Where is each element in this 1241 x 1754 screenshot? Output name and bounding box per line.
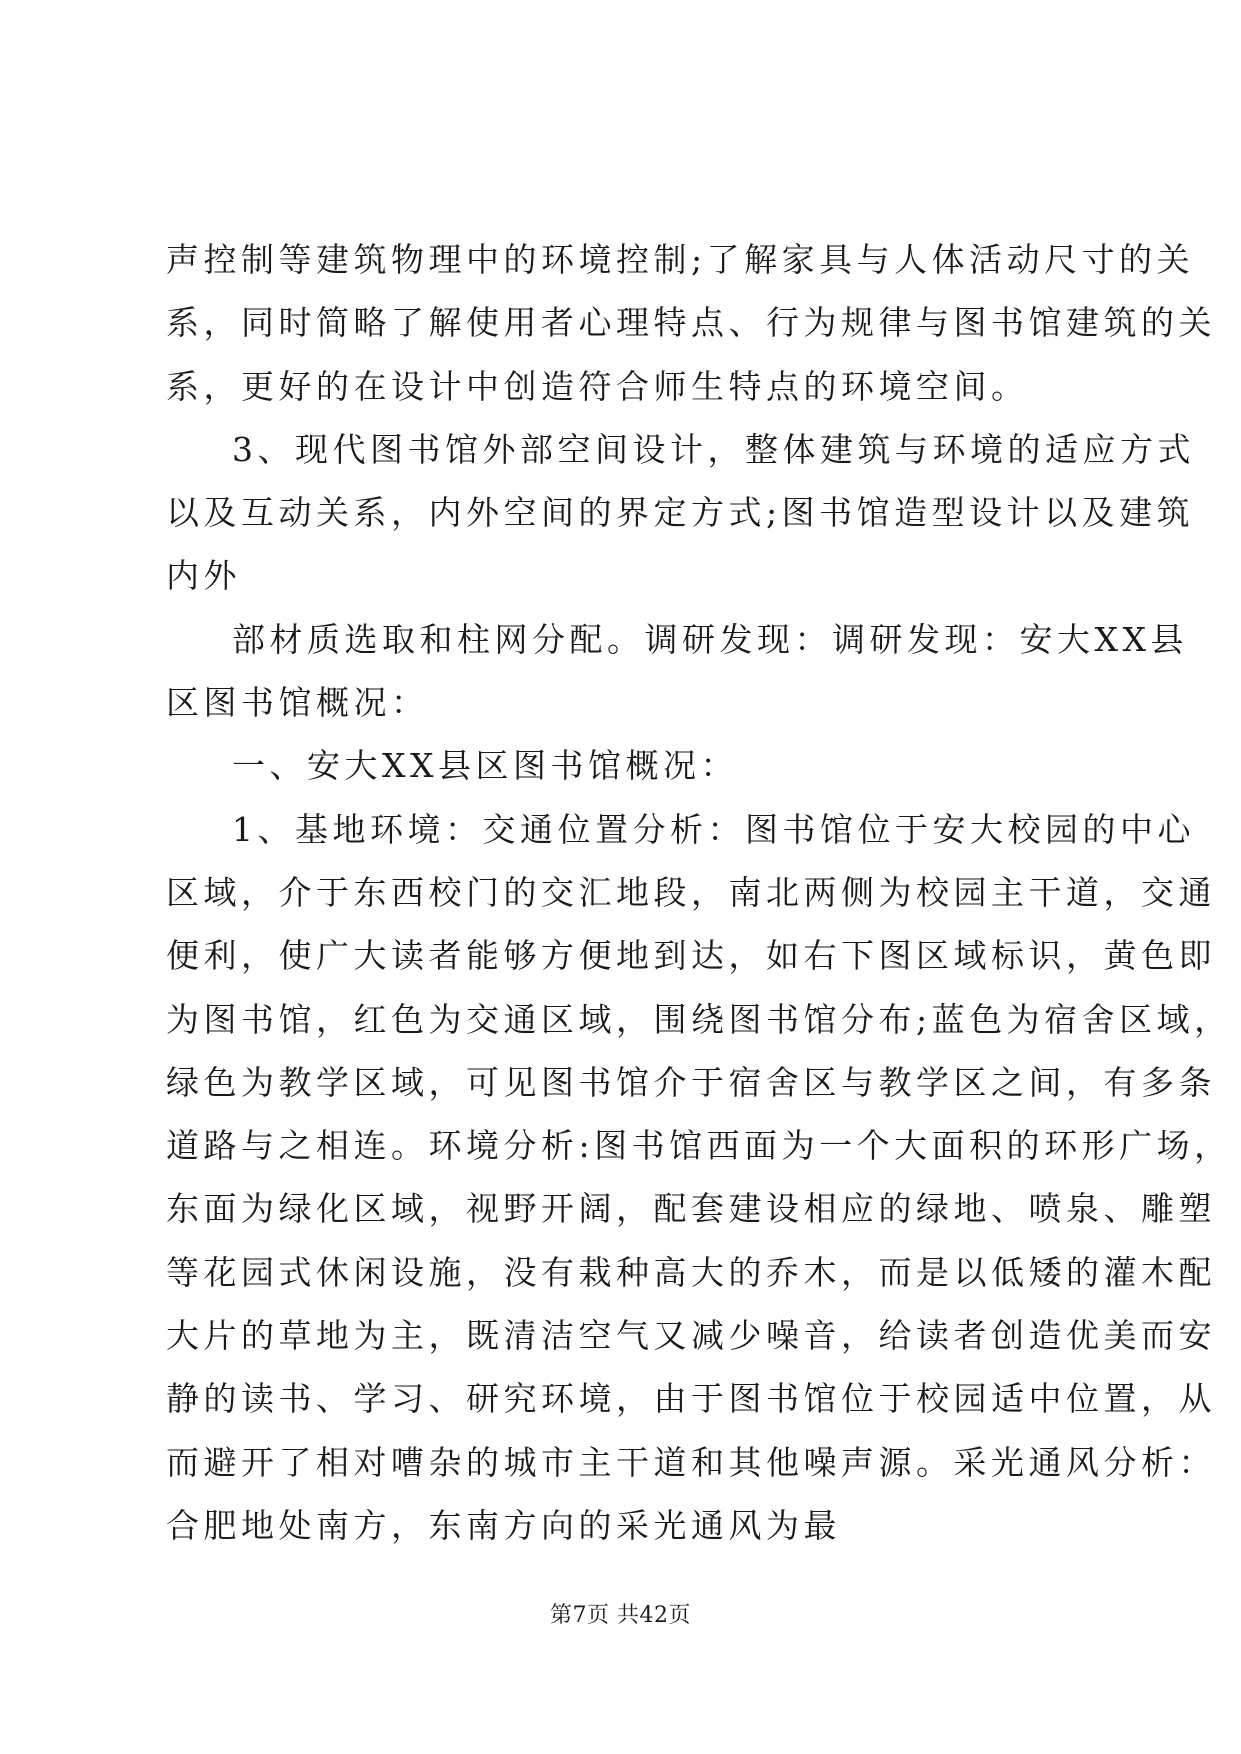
text-line: 区图书馆概况： (166, 683, 429, 723)
text-line: 1、基地环境：交通位置分析：图书馆位于安大校园的中心 (232, 809, 1195, 849)
text-line: 道路与之相连。环境分析:图书馆西面为一个大面积的环形广场， (166, 1126, 1232, 1166)
text-line: 绿色为教学区域，可见图书馆介于宿舍区与教学区之间，有多条 (166, 1062, 1216, 1102)
text-line: 3、现代图书馆外部空间设计，整体建筑与环境的适应方式 (232, 429, 1195, 469)
text-line: 内外 (166, 556, 241, 596)
text-line: 大片的草地为主，既清洁空气又减少噪音，给读者创造优美而安 (166, 1316, 1216, 1356)
text-line: 静的读书、学习、研究环境，由于图书馆位于校园适中位置，从 (166, 1379, 1216, 1419)
text-line: 区域，介于东西校门的交汇地段，南北两侧为校园主干道，交通 (166, 872, 1216, 912)
text-line: 声控制等建筑物理中的环境控制;了解家具与人体活动尺寸的关 (166, 240, 1195, 279)
text-line: 以及互动关系，内外空间的界定方式;图书馆造型设计以及建筑 (166, 493, 1195, 533)
text-line: 系，更好的在设计中创造符合师生特点的环境空间。 (166, 366, 1029, 406)
text-line: 合肥地处南方，东南方向的采光通风为最 (166, 1505, 841, 1545)
text-line: 东面为绿化区域，视野开阔，配套建设相应的绿地、喷泉、雕塑 (166, 1189, 1216, 1229)
text-line: 便利，使广大读者能够方便地到达，如右下图区域标识，黄色即 (166, 936, 1216, 976)
body-text (166, 228, 1232, 1557)
text-line: 为图书馆，红色为交通区域，围绕图书馆分布;蓝色为宿舍区域， (166, 999, 1232, 1039)
text-line: 部材质选取和柱网分配。调研发现：调研发现：安大XX县 (232, 619, 1188, 659)
text-line: 等花园式休闲设施，没有栽种高大的乔木，而是以低矮的灌木配 (166, 1252, 1216, 1292)
text-line: 系，同时简略了解使用者心理特点、行为规律与图书馆建筑的关 (166, 303, 1216, 343)
page-number-footer: 第7页 共42页 (550, 1603, 691, 1628)
section-heading: 一、安大XX县区图书馆概况： (232, 746, 738, 786)
text-line: 而避开了相对嘈杂的城市主干道和其他噪声源。采光通风分析： (166, 1442, 1216, 1482)
